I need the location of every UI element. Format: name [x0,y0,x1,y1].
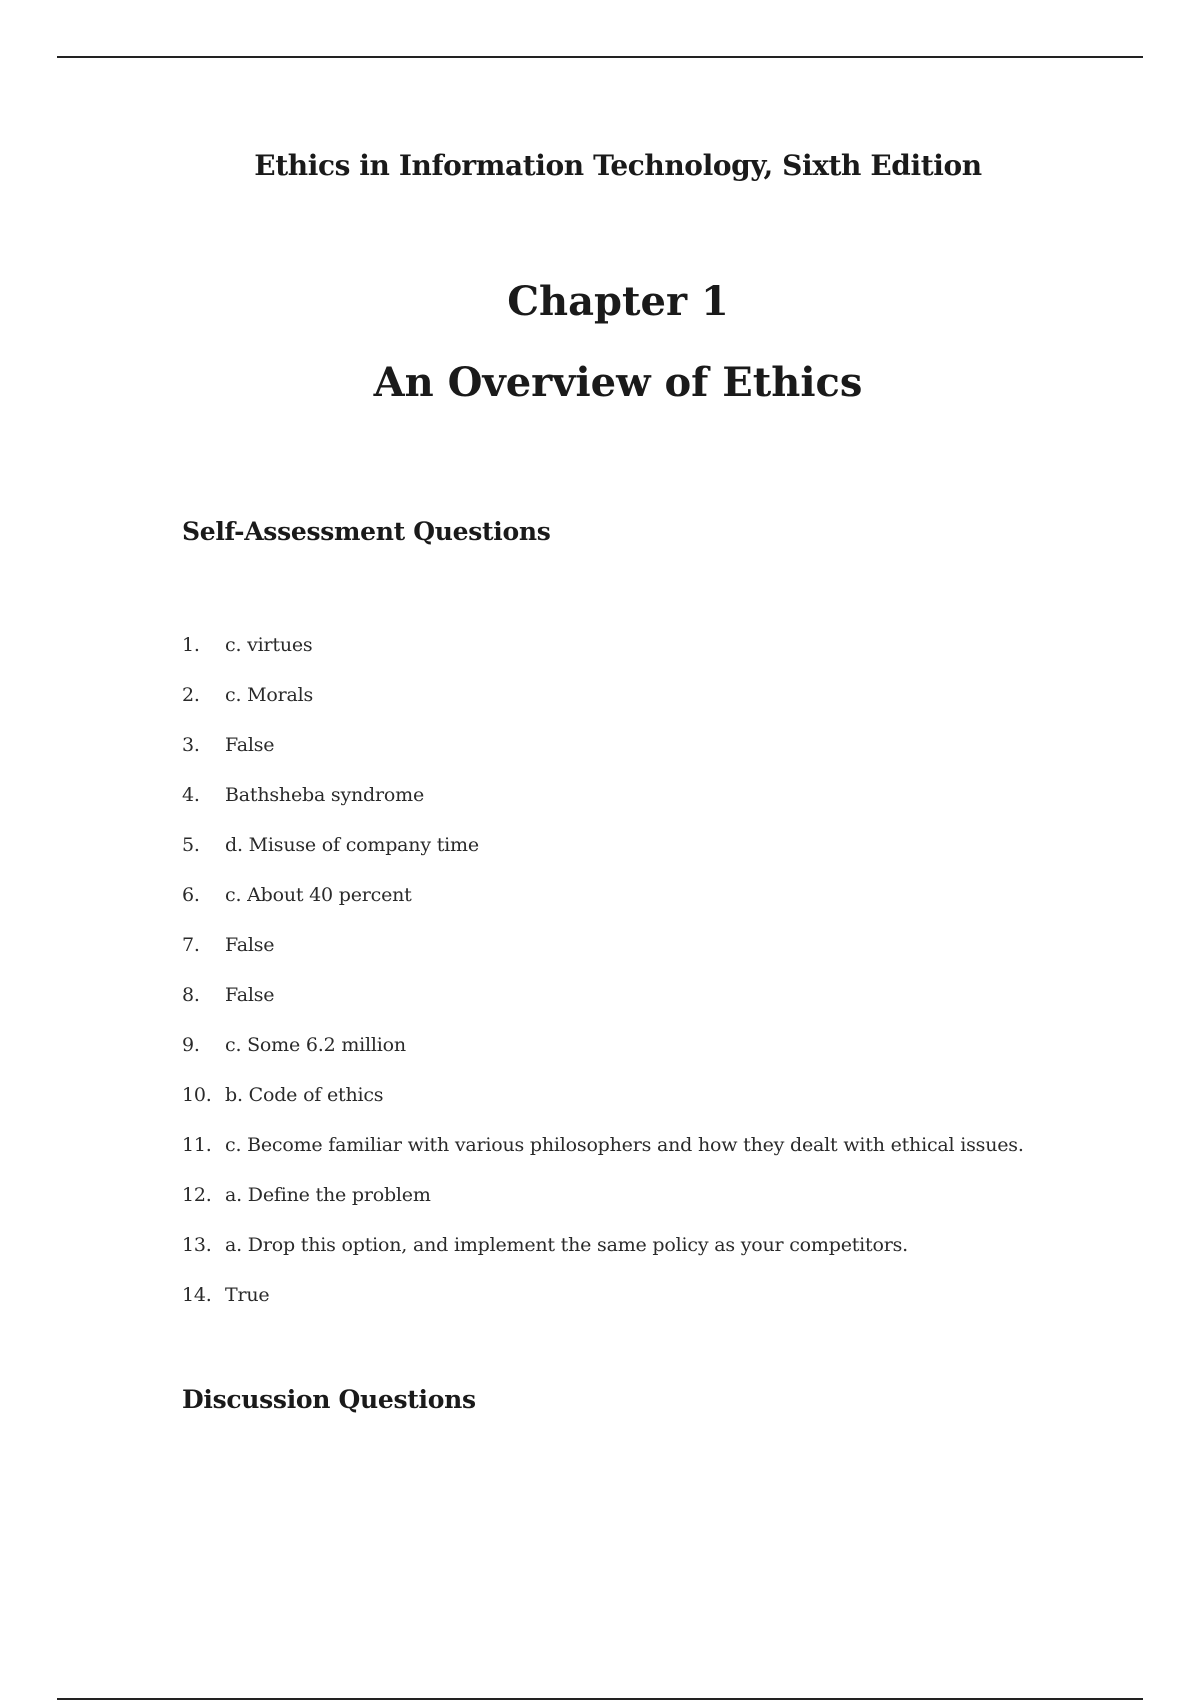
answer-number: 9. [182,1034,200,1056]
answer-text: c. Morals [225,684,314,706]
answer-number: 6. [182,884,200,906]
answer-text: False [225,934,275,956]
answer-item [182,980,1024,1030]
answer-text: Bathsheba syndrome [225,784,424,806]
answer-number: 5. [182,834,200,856]
answer-text: a. Define the problem [225,1184,431,1206]
answer-item [182,880,1024,930]
answer-text: a. Drop this option, and implement the same policy as your competitors. [225,1234,909,1256]
top-rule [57,56,1143,58]
answer-text: b. Code of ethics [225,1084,384,1106]
answer-text: d. Misuse of company time [225,834,479,856]
answer-item [182,1230,1024,1280]
answer-text: c. virtues [225,634,313,656]
answer-number: 14. [182,1284,212,1306]
chapter-number: Chapter 1 [507,278,729,325]
book-title: Ethics in Information Technology, Sixth Edition [254,149,982,182]
self-assessment-answer-list [182,630,1024,1330]
answer-item [182,1130,1024,1180]
answer-item [182,1180,1024,1230]
answer-number: 12. [182,1184,212,1206]
answer-item [182,1030,1024,1080]
answer-number: 11. [182,1134,212,1156]
chapter-title: An Overview of Ethics [373,359,863,406]
answer-item [182,1280,1024,1330]
answer-item [182,730,1024,780]
answer-number: 7. [182,934,200,956]
answer-text: True [225,1284,270,1306]
answer-item [182,930,1024,980]
answer-number: 8. [182,984,200,1006]
answer-item [182,1080,1024,1130]
answer-item [182,780,1024,830]
answer-number: 10. [182,1084,212,1106]
discussion-heading: Discussion Questions [182,1385,476,1414]
answer-item [182,680,1024,730]
answer-item [182,830,1024,880]
answer-text: False [225,984,275,1006]
self-assessment-heading: Self-Assessment Questions [182,517,551,546]
answer-text: False [225,734,275,756]
answer-number: 2. [182,684,200,706]
answer-number: 4. [182,784,200,806]
answer-number: 13. [182,1234,212,1256]
answer-text: c. About 40 percent [225,884,412,906]
answer-number: 3. [182,734,200,756]
answer-text: c. Become familiar with various philosophers and how they dealt with ethical issues. [225,1134,1024,1156]
answer-number: 1. [182,634,200,656]
answer-text: c. Some 6.2 million [225,1034,406,1056]
answer-item [182,630,1024,680]
